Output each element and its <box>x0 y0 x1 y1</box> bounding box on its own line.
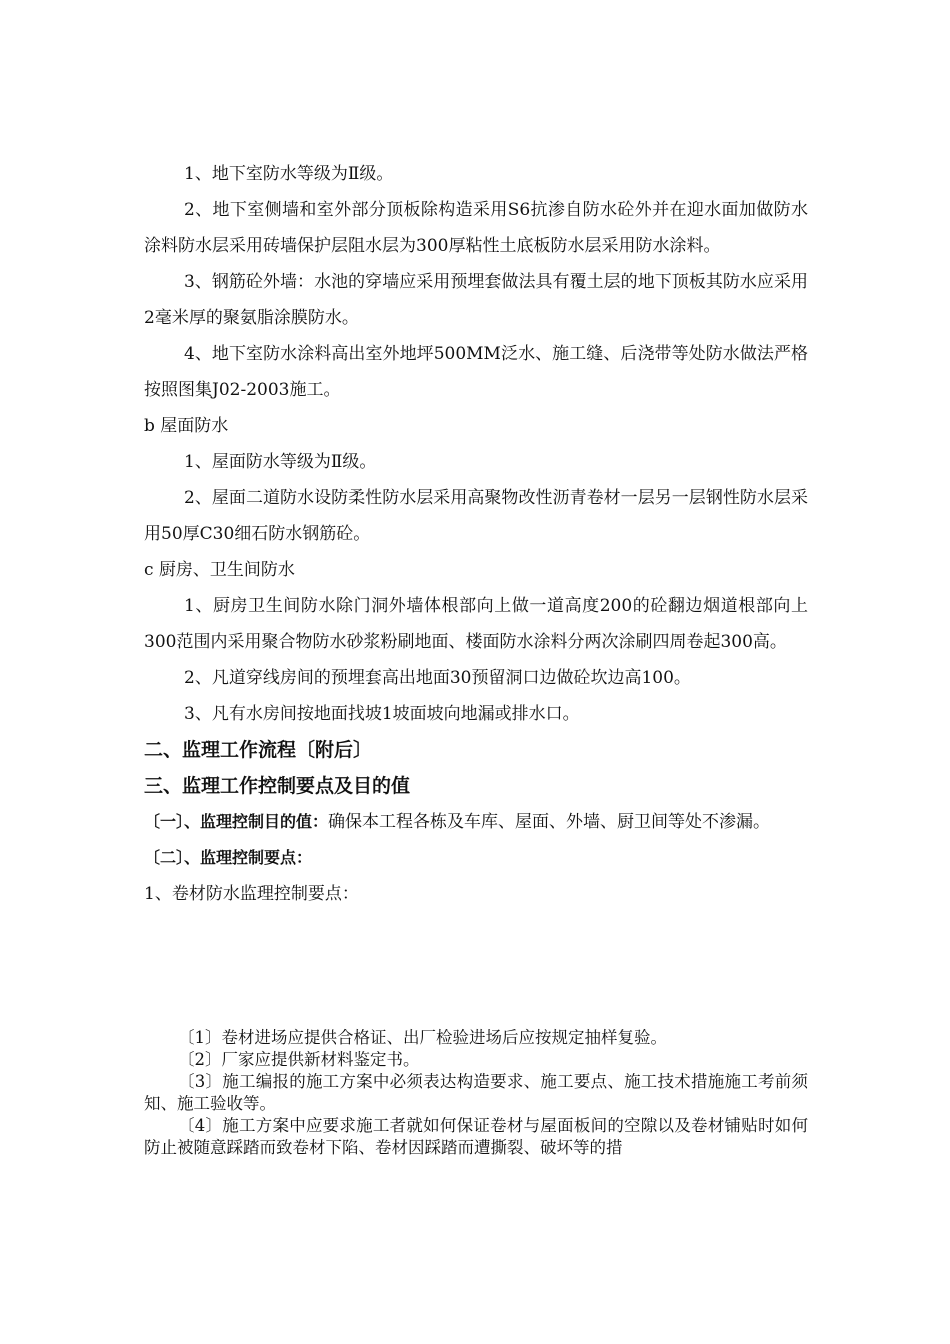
membrane-item-4: 〔4〕施工方案中应要求施工者就如何保证卷材与屋面板间的空隙以及卷材铺贴时如何防止被随意踩踏而致卷材下陷、卷材因踩踏而遭撕裂、破坏等的措 <box>144 1116 808 1157</box>
basement-item-3: 3、钢筋砼外墙：水池的穿墙应采用预埋套做法具有覆土层的地下顶板其防水应采用2毫米厚的聚氨脂涂膜防水。 <box>144 272 808 328</box>
membrane-item-1: 〔1〕卷材进场应提供合格证、出厂检验进场后应按规定抽样复验。 <box>178 1028 667 1047</box>
membrane-section <box>144 1027 808 1159</box>
kitchen-heading: c 厨房、卫生间防水 <box>144 560 295 580</box>
kitchen-item-1: 1、厨房卫生间防水除门洞外墙体根部向上做一道高度200的砼翻边烟道根部向上300范围内采用聚合物防水砂浆粉刷地面、楼面防水涂料分两次涂刷四周卷起300高。 <box>144 596 808 652</box>
membrane-item-2: 〔2〕厂家应提供新材料鉴定书。 <box>178 1050 420 1069</box>
basement-item-2: 2、地下室侧墙和室外部分顶板除构造采用S6抗渗自防水砼外并在迎水面加做防水涂料防水层采用砖墙保护层阻水层为300厚粘性土底板防水层采用防水涂料。 <box>144 200 808 256</box>
basement-section <box>144 156 808 912</box>
section-heading-3: 三、监理工作控制要点及目的值 <box>144 775 411 797</box>
basement-item-1: 1、地下室防水等级为Ⅱ级。 <box>184 164 394 184</box>
goal-text: 确保本工程各栋及车库、屋面、外墙、厨卫间等处不渗漏。 <box>328 812 771 832</box>
kitchen-item-3: 3、凡有水房间按地面找坡1坡面坡向地漏或排水口。 <box>184 704 580 724</box>
roof-item-2: 2、屋面二道防水设防柔性防水层采用高聚物改性沥青卷材一层另一层钢性防水层采用50厚C30细石防水钢筋砼。 <box>144 488 808 544</box>
section-heading-2: 二、监理工作流程〔附后〕 <box>144 739 373 761</box>
control-points-label-text: 〔二〕、监理控制要点： <box>144 848 313 867</box>
roof-heading: b 屋面防水 <box>144 416 229 436</box>
membrane-heading: 1、卷材防水监理控制要点： <box>144 884 359 904</box>
goal-label: 〔一〕、监理控制目的值： <box>144 812 329 831</box>
goal-paragraph <box>144 804 808 840</box>
roof-item-1: 1、屋面防水等级为Ⅱ级。 <box>184 452 377 472</box>
membrane-item-3: 〔3〕施工编报的施工方案中必须表达构造要求、施工要点、施工技术措施施工考前须知、施工验收等。 <box>144 1072 808 1113</box>
basement-item-4: 4、地下室防水涂料高出室外地坪500MM泛水、施工缝、后浇带等处防水做法严格按照图集J02-2003施工。 <box>144 344 808 400</box>
control-points-label <box>144 840 808 876</box>
kitchen-item-2: 2、凡道穿线房间的预埋套高出地面30预留洞口边做砼坎边高100。 <box>184 668 691 688</box>
